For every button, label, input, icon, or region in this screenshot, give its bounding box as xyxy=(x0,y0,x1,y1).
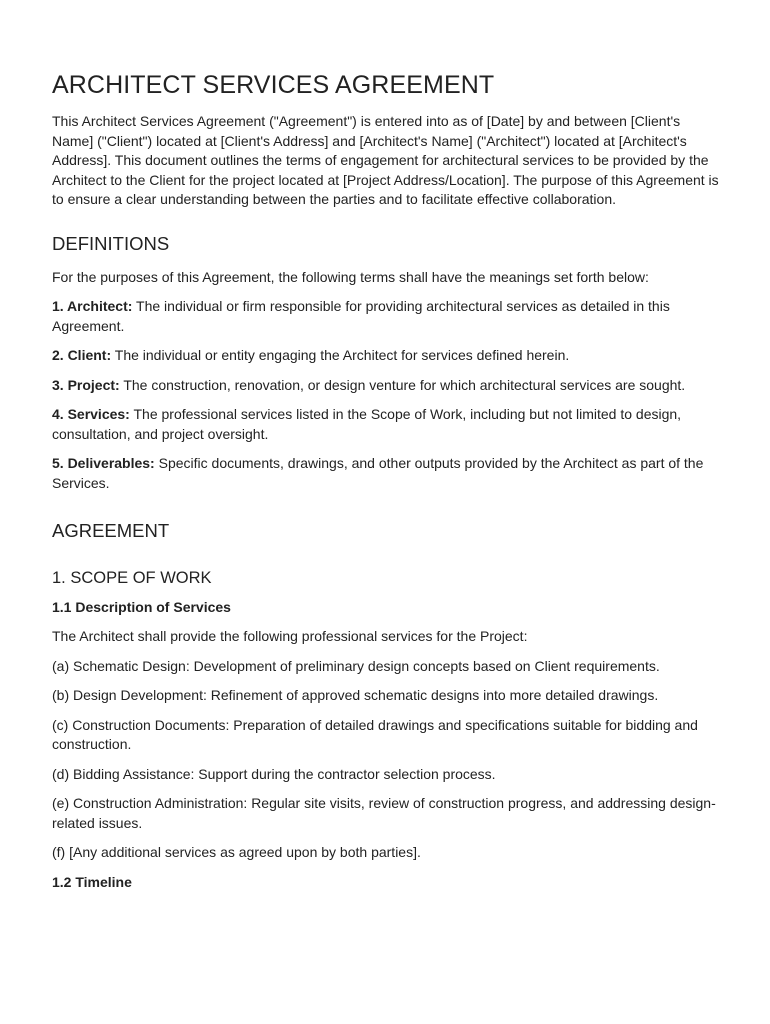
service-item-design-development: (b) Design Development: Refinement of approved schematic designs into more detailed drawings. xyxy=(52,687,659,703)
definition-term: 5. Deliverables: xyxy=(52,455,155,471)
service-item-construction-administration: (e) Construction Administration: Regular site visits, review of construction progress, and addressing design-related issues. xyxy=(52,795,716,831)
scope-of-work-heading: 1. SCOPE OF WORK xyxy=(52,569,212,587)
definition-text: The construction, renovation, or design venture for which architectural services are sought. xyxy=(119,376,686,393)
definition-term: 4. Services: xyxy=(52,406,130,422)
definition-item-deliverables xyxy=(52,454,722,493)
document-title: ARCHITECT SERVICES AGREEMENT xyxy=(52,71,495,99)
definition-text: The individual or entity engaging the Architect for services defined herein. xyxy=(111,347,570,363)
definition-item-project xyxy=(52,376,722,396)
definitions-lead: For the purposes of this Agreement, the following terms shall have the meanings set forth below: xyxy=(52,268,649,285)
timeline-heading: 1.2 Timeline xyxy=(52,873,132,890)
agreement-heading: AGREEMENT xyxy=(52,520,170,541)
intro-paragraph: This Architect Services Agreement ("Agreement") is entered into as of [Date] by and between [Client's Name] ("Client") located at [Client's Address] and [Architect's Name] ("Architect") located at [Architect's Address]. This document outlines the terms of engagement for architectural services to be provided by the Architect to the Client for the project located at [Project Address/Location]. The purpose of this Agreement is to ensure a clear understanding between the parties and to facilitate effective collaboration. xyxy=(52,113,719,207)
definition-term: 2. Client: xyxy=(52,347,112,363)
service-item-additional-services: (f) [Any additional services as agreed upon by both parties]. xyxy=(52,844,421,860)
definition-item-architect xyxy=(52,297,722,336)
definition-text: Specific documents, drawings, and other outputs provided by the Architect as part of the Services. xyxy=(52,455,704,491)
definition-item-client xyxy=(52,346,722,366)
description-of-services-heading: 1.1 Description of Services xyxy=(52,599,231,615)
definition-term: 3. Project: xyxy=(52,376,120,393)
service-item-schematic-design: (a) Schematic Design: Development of preliminary design concepts based on Client requirements. xyxy=(52,657,660,674)
service-item-construction-documents: (c) Construction Documents: Preparation of detailed drawings and specifications suitable for bidding and construction. xyxy=(52,716,698,752)
definitions-heading: DEFINITIONS xyxy=(52,232,170,254)
document-body xyxy=(52,70,722,892)
services-lead: The Architect shall provide the following professional services for the Project: xyxy=(52,628,528,644)
definition-item-services xyxy=(52,405,722,444)
definition-term: 1. Architect: xyxy=(52,298,133,314)
service-item-bidding-assistance: (d) Bidding Assistance: Support during the contractor selection process. xyxy=(52,765,496,782)
definition-text: The professional services listed in the Scope of Work, including but not limited to design, consultation, and project oversight. xyxy=(52,406,682,442)
definition-text: The individual or firm responsible for providing architectural services as detailed in this Agreement. xyxy=(52,298,670,334)
